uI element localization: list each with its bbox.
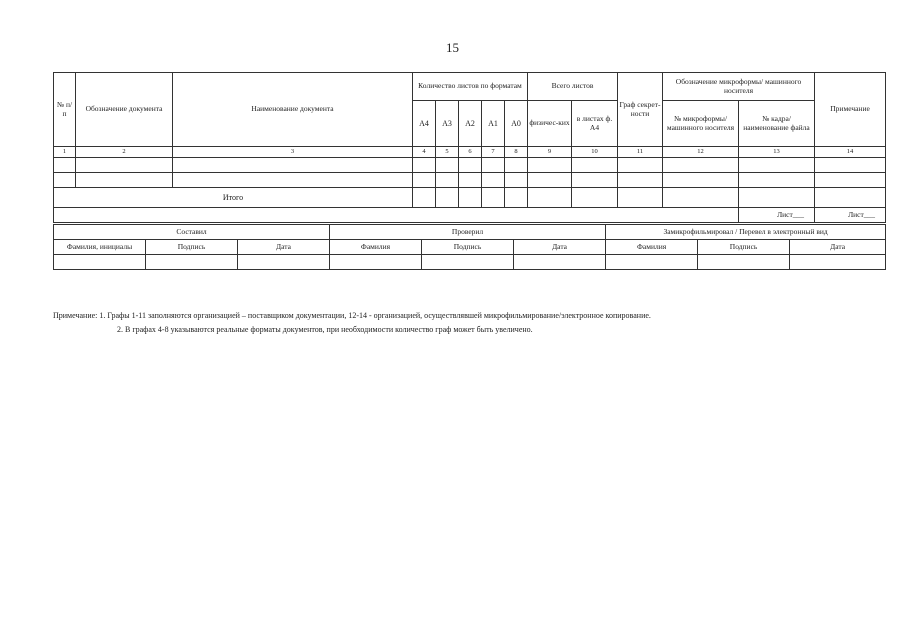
table-cell bbox=[173, 173, 413, 188]
table-cell bbox=[739, 173, 815, 188]
checked-header: Проверил bbox=[330, 225, 606, 240]
col-number: 12 bbox=[663, 147, 739, 158]
table-cell bbox=[618, 188, 663, 208]
table-cell bbox=[505, 173, 528, 188]
table-cell bbox=[528, 188, 572, 208]
header-physical: физичес-ких bbox=[528, 101, 572, 147]
header-row-1 bbox=[54, 73, 886, 101]
table-cell bbox=[698, 255, 790, 270]
table-cell bbox=[413, 158, 436, 173]
table-cell bbox=[238, 255, 330, 270]
table-cell bbox=[459, 188, 482, 208]
header-format-a4: А4 bbox=[413, 101, 436, 147]
table-cell bbox=[459, 158, 482, 173]
table-cell bbox=[54, 158, 76, 173]
table-cell bbox=[330, 255, 422, 270]
document-register-table bbox=[53, 72, 886, 223]
table-cell bbox=[54, 255, 146, 270]
table-cell bbox=[482, 173, 505, 188]
header-format-a2: А2 bbox=[459, 101, 482, 147]
table-cell bbox=[76, 158, 173, 173]
col-number: 13 bbox=[739, 147, 815, 158]
table-cell bbox=[618, 158, 663, 173]
date-header: Дата bbox=[790, 240, 886, 255]
table-cell bbox=[482, 158, 505, 173]
table-cell bbox=[54, 208, 739, 223]
header-format-a1: А1 bbox=[482, 101, 505, 147]
table-cell bbox=[815, 173, 886, 188]
microfilmed-header: Замикрофильмировал / Перевел в электронный вид bbox=[606, 225, 886, 240]
header-secrecy: Граф секрет-ности bbox=[618, 73, 663, 147]
table-cell bbox=[572, 173, 618, 188]
table-cell bbox=[815, 158, 886, 173]
surname-header: Фамилия bbox=[606, 240, 698, 255]
table-cell bbox=[505, 188, 528, 208]
signature-header: Подпись bbox=[698, 240, 790, 255]
surname-initials-header: Фамилия, инициалы bbox=[54, 240, 146, 255]
signature-blank-row bbox=[54, 255, 886, 270]
header-format-a3: А3 bbox=[436, 101, 459, 147]
table-cell bbox=[663, 173, 739, 188]
header-designation: Обозначение документа bbox=[76, 73, 173, 147]
date-header: Дата bbox=[238, 240, 330, 255]
col-number: 6 bbox=[459, 147, 482, 158]
table-cell bbox=[606, 255, 698, 270]
table-cell bbox=[572, 188, 618, 208]
table-cell bbox=[739, 158, 815, 173]
table-cell bbox=[482, 188, 505, 208]
table-cell bbox=[790, 255, 886, 270]
col-number: 14 bbox=[815, 147, 886, 158]
col-number: 10 bbox=[572, 147, 618, 158]
date-header: Дата bbox=[514, 240, 606, 255]
table-cell bbox=[436, 188, 459, 208]
table-cell bbox=[413, 173, 436, 188]
table-cell bbox=[146, 255, 238, 270]
signature-header: Подпись bbox=[146, 240, 238, 255]
table-cell bbox=[572, 158, 618, 173]
col-number: 11 bbox=[618, 147, 663, 158]
signature-group-row bbox=[54, 225, 886, 240]
table-cell bbox=[663, 188, 739, 208]
header-note: Примечание bbox=[815, 73, 886, 147]
table-cell bbox=[618, 173, 663, 188]
signature-header: Подпись bbox=[422, 240, 514, 255]
table-cell bbox=[505, 158, 528, 173]
table-row bbox=[54, 173, 886, 188]
table-cell bbox=[413, 188, 436, 208]
header-microform-no: № микроформы/ машинного носителя bbox=[663, 101, 739, 147]
col-number: 8 bbox=[505, 147, 528, 158]
col-number: 4 bbox=[413, 147, 436, 158]
col-number: 2 bbox=[76, 147, 173, 158]
col-number: 7 bbox=[482, 147, 505, 158]
column-number-row bbox=[54, 147, 886, 158]
table-cell bbox=[173, 158, 413, 173]
header-frame-no: № кадра/ наименование файла bbox=[739, 101, 815, 147]
header-microform: Обозначение микроформы/ машинного носителя bbox=[663, 73, 815, 101]
notes-block bbox=[53, 309, 893, 337]
page-number: 15 bbox=[446, 40, 459, 55]
surname-header: Фамилия bbox=[330, 240, 422, 255]
signature-columns-row bbox=[54, 240, 886, 255]
signature-table bbox=[53, 224, 886, 270]
total-label: Итого bbox=[54, 188, 413, 208]
header-sheets-by-format: Количество листов по форматам bbox=[413, 73, 528, 101]
header-total-sheets: Всего листов bbox=[528, 73, 618, 101]
sheet-label: Лист___ bbox=[815, 208, 886, 223]
header-name: Наименование документа bbox=[173, 73, 413, 147]
table-cell bbox=[514, 255, 606, 270]
table-cell bbox=[459, 173, 482, 188]
sheet-row bbox=[54, 208, 886, 223]
note-line-1: Примечание: 1. Графы 1-11 заполняются организацией – поставщиком документации, 12-14 - организацией, осуществлявшей микрофильмирование/электронное копирование. bbox=[53, 311, 651, 320]
header-col-no: № п/п bbox=[54, 73, 76, 147]
col-number: 3 bbox=[173, 147, 413, 158]
table-cell bbox=[815, 188, 886, 208]
col-number: 9 bbox=[528, 147, 572, 158]
table-cell bbox=[436, 158, 459, 173]
table-cell bbox=[739, 188, 815, 208]
total-row bbox=[54, 188, 886, 208]
col-number: 5 bbox=[436, 147, 459, 158]
col-number: 1 bbox=[54, 147, 76, 158]
table-cell bbox=[76, 173, 173, 188]
table-cell bbox=[528, 173, 572, 188]
table-cell bbox=[436, 173, 459, 188]
compiled-header: Составил bbox=[54, 225, 330, 240]
header-format-a0: А0 bbox=[505, 101, 528, 147]
table-cell bbox=[54, 173, 76, 188]
table-cell bbox=[663, 158, 739, 173]
sheet-label: Лист___ bbox=[739, 208, 815, 223]
header-in-a4: в листах ф. А4 bbox=[572, 101, 618, 147]
table-cell bbox=[422, 255, 514, 270]
note-line-2: 2. В графах 4-8 указываются реальные форматы документов, при необходимости количество граф может быть увеличено. bbox=[117, 325, 533, 334]
table-row bbox=[54, 158, 886, 173]
table-cell bbox=[528, 158, 572, 173]
